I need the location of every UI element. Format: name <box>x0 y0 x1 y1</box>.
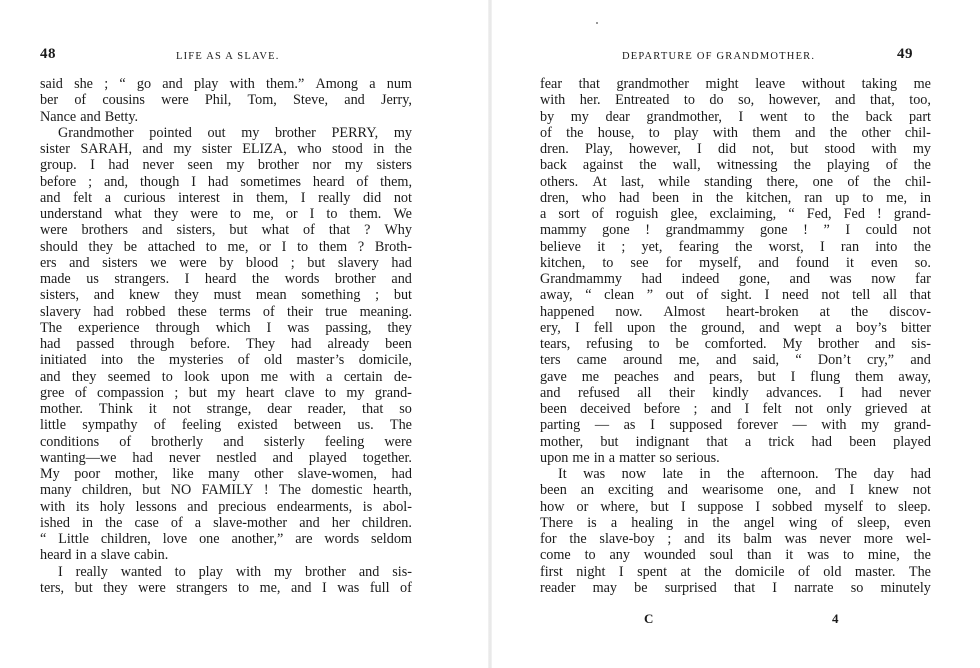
text-line: for the slave-boy ; and its balm was never more wel- <box>540 531 931 547</box>
text-line: upon me in a matter so serious. <box>540 449 720 466</box>
text-line: dren, who had been in the kitchen, ran up to me, in <box>540 189 931 206</box>
text-line: had passed through before. They had already been <box>40 336 412 352</box>
text-line: initiated into the mysteries of old master’s domicile, <box>40 352 412 369</box>
text-line: gave me peaches and pears, but I flung them away, <box>540 368 931 385</box>
text-line: I really wanted to play with my brother and sis- <box>58 563 412 580</box>
text-line: mother. Think it not strange, dear reader, that so <box>40 401 412 417</box>
text-line: and they seemed to look upon me with a certain de- <box>40 368 412 385</box>
text-line: wanting—we had never nestled and played together. <box>40 449 412 466</box>
text-line: parting — as I supposed forever — with my grand- <box>540 417 931 434</box>
text-line: tears, refusing to be comforted. My brother and sis- <box>540 336 931 352</box>
text-line: happened now. Almost heart-broken at the discov- <box>540 303 931 320</box>
right-page <box>490 0 980 668</box>
text-line: away, “ clean ” out of sight. I need not tell all that <box>540 287 931 304</box>
text-line: first night I spent at the domicile of old master. The <box>540 563 931 580</box>
text-line: ers and sisters we were by blood ; but slavery had <box>40 254 412 271</box>
text-line: and refused all their kindly advances. I had never <box>540 384 931 401</box>
text-line: before ; and, though I had sometimes heard of them, <box>40 173 412 190</box>
running-head: LIFE AS A SLAVE. <box>176 51 280 62</box>
text-line: made us strangers. I heard the words brother and <box>40 271 412 287</box>
text-line: My poor mother, like many other slave-women, had <box>40 466 412 482</box>
text-line: dren. Play, however, I did not, but stood with my <box>540 141 931 157</box>
text-line: It was now late in the afternoon. The day had <box>558 466 931 482</box>
text-line: others. At last, while standing there, one of the chil- <box>540 173 931 190</box>
text-line: kitchen, to see for myself, and found it even so. <box>540 254 931 271</box>
text-line: understand what they were to me, or I to them. We <box>40 206 412 222</box>
text-line: by my dear grandmother, I went to the back part <box>540 108 931 125</box>
text-line: many children, but NO FAMILY ! The domestic hearth, <box>40 482 412 499</box>
text-line: sister SARAH, and my sister ELIZA, who stood in the <box>40 141 412 157</box>
text-line: Grandmother pointed out my brother PERRY, my <box>58 124 412 141</box>
text-line: mammy gone ! grandmammy gone ! ” I could not <box>540 222 931 239</box>
text-line: group. I had never seen my brother nor my sisters <box>40 157 412 174</box>
page-body-text <box>40 76 412 596</box>
text-line: back against the wall, witnessing the playing of the <box>540 157 931 174</box>
text-line: conditions of brotherly and sisterly feeling were <box>40 433 412 450</box>
page-number: 49 <box>897 46 913 62</box>
running-head: DEPARTURE OF GRANDMOTHER. <box>622 51 816 62</box>
text-line: ery, I fell upon the ground, and wept a boy’s bitter <box>540 319 931 336</box>
text-line: with its holy lessons and precious endearments, is abol- <box>40 498 412 515</box>
text-line: Nance and Betty. <box>40 108 139 125</box>
page-number: 48 <box>40 46 56 62</box>
text-line: reader may be surprised that I narrate so minutely <box>540 579 931 596</box>
text-line: Grandmammy had indeed gone, and was now far <box>540 271 931 287</box>
text-line: The experience through which I was passing, they <box>40 319 412 336</box>
text-line: ber of cousins were Phil, Tom, Steve, and Jerry, <box>40 92 412 109</box>
text-line: ished in the case of a slave-mother and her children. <box>40 514 412 531</box>
text-line: how or where, but I suppose I sobbed myself to sleep. <box>540 498 931 515</box>
text-line: “ Little children, love one another,” are words seldom <box>40 531 412 547</box>
text-line: ters came around me, and said, “ Don’t cry,” and <box>540 352 931 369</box>
text-line: and felt a curious interest in them, I really did not <box>40 189 412 206</box>
text-line: a sort of roguish glee, exclaiming, “ Fed, Fed ! grand- <box>540 206 931 222</box>
text-line: with her. Entreated to do so, however, and that, too, <box>540 92 931 109</box>
text-line: believe it ; yet, fearing the worst, I ran into the <box>540 238 931 255</box>
text-line: sisters, and knew they must mean something ; but <box>40 287 412 304</box>
text-line: gree of compassion ; but my heart clave to my grand- <box>40 384 412 401</box>
text-line: little sympathy of feeling existed between us. The <box>40 417 412 434</box>
text-line: should they be attached to me, or I to them ? Broth- <box>40 238 412 255</box>
text-line: been an exciting and wearisome one, and I knew not <box>540 482 931 499</box>
text-line: said she ; “ go and play with them.” Among a num <box>40 76 412 92</box>
text-line: been deceived before ; and I felt not only grieved at <box>540 401 931 417</box>
signature-mark-number: 4 <box>832 611 839 626</box>
text-line: were brothers and sisters, but what of that ? Why <box>40 222 412 239</box>
text-line: of the house, to play with them and the other chil- <box>540 124 931 141</box>
text-line: come to any wounded soul than it was to mine, the <box>540 547 931 564</box>
signature-mark-letter: C <box>644 611 654 626</box>
text-line: There is a healing in the angel wing of sleep, even <box>540 514 931 531</box>
text-line: mother, but indignant that a trick had been played <box>540 433 931 450</box>
page-body-text <box>540 76 931 596</box>
text-line: ters, but they were strangers to me, and I was full of <box>40 579 412 596</box>
text-line: heard in a slave cabin. <box>40 547 169 564</box>
text-line: fear that grandmother might leave without taking me <box>540 76 931 92</box>
text-line: slavery had robbed these terms of their true meaning. <box>40 303 412 320</box>
